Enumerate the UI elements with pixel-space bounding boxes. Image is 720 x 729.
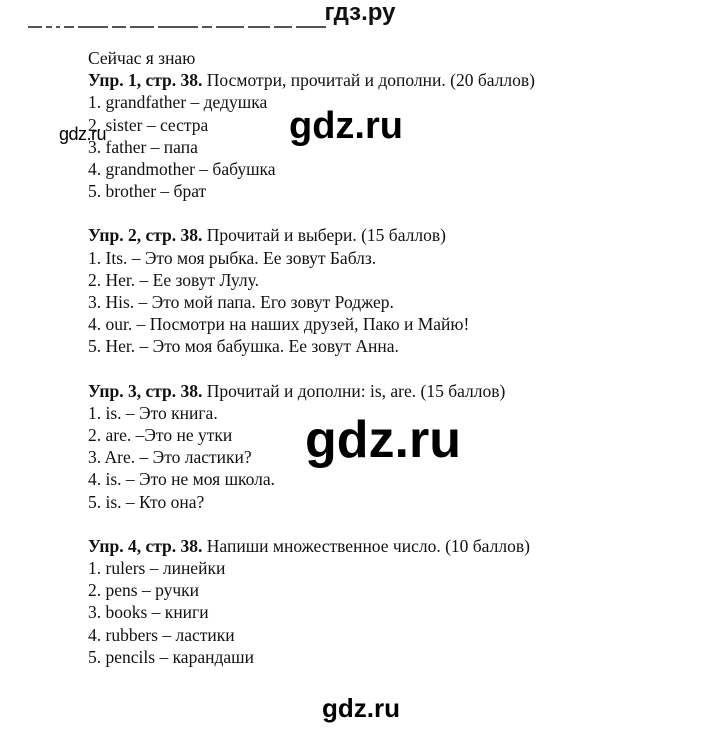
answer-item: 3. Are. – Это ластики?: [88, 447, 252, 468]
site-title: гдз.ру: [324, 0, 396, 26]
exercise-title: [88, 380, 688, 402]
exercise-title: [88, 535, 688, 557]
answer-item: 1. Its. – Это моя рыбка. Ее зовут Баблз.: [88, 247, 377, 268]
exercise-2: [88, 224, 688, 357]
exercise-title: [88, 69, 688, 91]
answer-item: 4. rubbers – ластики: [88, 624, 235, 645]
answer-item: 2. sister – сестра: [88, 114, 209, 135]
intro-heading: Сейчас я знаю: [88, 48, 196, 68]
answer-item: 1. is. – Это книга.: [88, 402, 218, 423]
watermark-bottom: gdz.ru: [322, 693, 400, 723]
watermark-medium: gdz.ru: [289, 105, 403, 147]
answer-item: 3. father – папа: [88, 136, 198, 157]
answer-item: 4. is. – Это не моя школа.: [88, 469, 276, 490]
exercise-instruction: Посмотри, прочитай и дополни. (20 баллов): [202, 70, 535, 91]
answer-item: 2. pens – ручки: [88, 580, 200, 601]
answer-item: 1. grandfather – дедушка: [88, 92, 268, 113]
cut-off-text-line: [28, 24, 338, 30]
watermark-large: gdz.ru: [305, 411, 461, 469]
answer-item: 5. brother – брат: [88, 181, 207, 202]
answer-item: 2. Her. – Ее зовут Лулу.: [88, 269, 259, 290]
watermark-small: gdz.ru: [59, 124, 107, 144]
answer-item: 5. is. – Кто она?: [88, 491, 205, 512]
exercise-number: Упр. 3, стр. 38.: [88, 380, 203, 401]
answer-item: 2. are. –Это не утки: [88, 425, 233, 446]
answer-item: 4. our. – Посмотри на наших друзей, Пако и Майю!: [88, 314, 470, 335]
exercise-title: [88, 224, 688, 246]
exercise-number: Упр. 2, стр. 38.: [88, 225, 203, 246]
answer-item: 3. His. – Это мой папа. Его зовут Роджер.: [88, 292, 394, 313]
exercise-instruction: Напиши множественное число. (10 баллов): [202, 535, 530, 556]
exercise-number: Упр. 4, стр. 38.: [88, 535, 203, 556]
answer-item: 4. grandmother – бабушка: [88, 159, 276, 180]
exercise-number: Упр. 1, стр. 38.: [88, 70, 203, 91]
exercise-instruction: Прочитай и выбери. (15 баллов): [202, 225, 446, 246]
answer-item: 5. Her. – Это моя бабушка. Ее зовут Анна.: [88, 336, 399, 357]
exercise-4: [88, 535, 688, 668]
answer-item: 1. rulers – линейки: [88, 558, 226, 579]
exercise-instruction: Прочитай и дополни: is, are. (15 баллов): [202, 380, 506, 401]
answer-item: 5. pencils – карандаши: [88, 646, 254, 667]
answer-item: 3. books – книги: [88, 602, 209, 623]
